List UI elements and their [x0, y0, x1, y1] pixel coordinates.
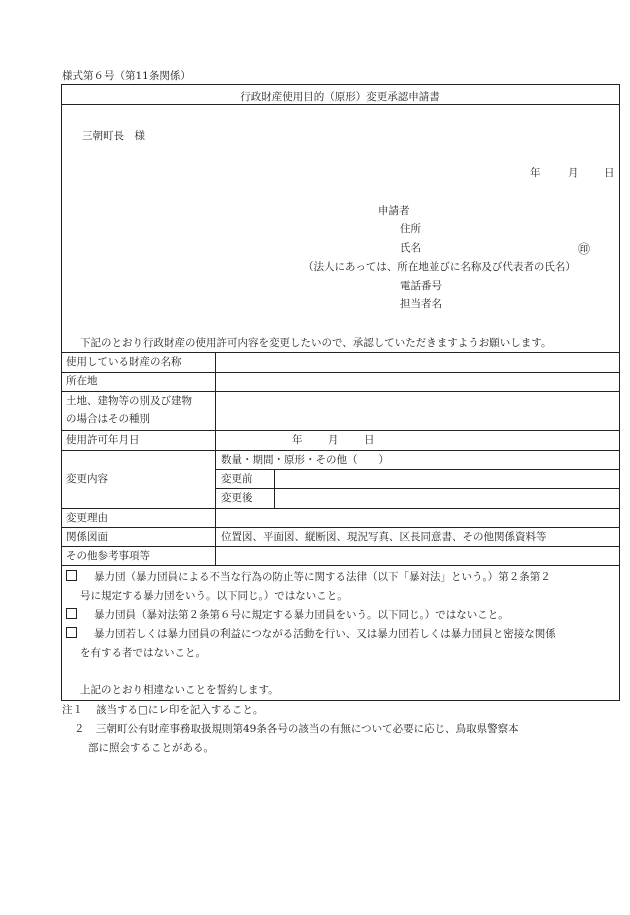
declaration-1-line2: 号に規定する暴力団をいう。以下同じ。）ではないこと。	[80, 590, 348, 602]
corporate-note: （法人にあっては、所在地並びに名称及び代表者の氏名）	[303, 261, 576, 273]
value-drawings: 位置図、平面図、縦断図、現況写真、区長同意書、その他関係資料等	[221, 531, 547, 543]
value-before[interactable]	[276, 471, 618, 487]
permit-date-day: 日	[364, 434, 375, 446]
contact-label: 担当者名	[400, 298, 442, 310]
checkbox-1[interactable]	[66, 570, 77, 581]
value-after[interactable]	[276, 490, 618, 506]
note-2-line1: 三朝町公有財産事務取扱規則第49条各号の該当の有無について必要に応じ、鳥取県警察本	[96, 723, 519, 735]
permit-date-month: 月	[328, 434, 339, 446]
date-day: 日	[604, 167, 615, 179]
date-year: 年	[530, 167, 541, 179]
note-2-label: ２	[74, 723, 85, 735]
value-type[interactable]	[216, 393, 618, 429]
label-property-name: 使用している財産の名称	[66, 356, 182, 368]
applicant-heading: 申請者	[378, 205, 410, 217]
label-other: その他参考事項等	[66, 550, 150, 562]
note-2-line2: 部に照会することがある。	[88, 742, 214, 754]
phone-label: 電話番号	[400, 280, 442, 292]
label-permit-date: 使用許可年月日	[66, 434, 140, 446]
label-drawings: 関係図面	[66, 531, 108, 543]
label-before: 変更前	[221, 473, 253, 485]
seal-mark: ㊞	[578, 242, 591, 256]
declaration-3-line1: 暴力団若しくは暴力団員の利益につながる活動を行い、又は暴力団若しくは暴力団員と密接な関係	[94, 628, 556, 640]
date-month: 月	[568, 167, 579, 179]
checkbox-3[interactable]	[66, 627, 77, 638]
label-after: 変更後	[221, 492, 253, 504]
declaration-item-3	[66, 627, 556, 641]
value-location[interactable]	[216, 374, 618, 390]
note-1-text: 該当する□にレ印を記入すること。	[96, 704, 264, 716]
label-type-line1: 土地、建物等の別及び建物	[66, 395, 192, 407]
intro-text: 下記のとおり行政財産の使用許可内容を変更したいので、承認していただきますようお願いします。	[80, 337, 552, 349]
form-number: 様式第６号（第11条関係）	[62, 70, 191, 82]
applicant-address-label: 住所	[400, 223, 421, 235]
label-change-content: 変更内容	[66, 473, 108, 485]
addressee: 三朝町長 様	[82, 130, 145, 142]
declaration-item-2	[66, 608, 509, 622]
checkbox-2[interactable]	[66, 608, 77, 619]
value-property-name[interactable]	[216, 355, 618, 371]
value-other[interactable]	[216, 548, 618, 564]
form-title: 行政財産使用目的（原形）変更承認申請書	[240, 91, 440, 103]
label-location: 所在地	[66, 375, 98, 387]
label-type-line2: の場合はその種別	[66, 413, 150, 425]
permit-date-year: 年	[292, 434, 303, 446]
label-reason: 変更理由	[66, 512, 108, 524]
note-1-label: 注１	[62, 704, 83, 716]
declaration-2-text: 暴力団員（暴対法第２条第６号に規定する暴力団員をいう。以下同じ。）ではないこと。	[94, 609, 509, 621]
pledge-text: 上記のとおり相違ないことを誓約します。	[80, 684, 279, 696]
applicant-name-label: 氏名	[400, 242, 421, 254]
value-reason[interactable]	[216, 510, 618, 526]
declaration-item-1	[66, 570, 551, 584]
change-options[interactable]: 数量・期間・原形・その他（ ）	[221, 454, 389, 466]
declaration-1-line1: 暴力団（暴力団員による不当な行為の防止等に関する法律（以下「暴対法」という。）第２条第２	[94, 571, 551, 583]
declaration-3-line2: を有する者ではないこと。	[80, 647, 206, 659]
